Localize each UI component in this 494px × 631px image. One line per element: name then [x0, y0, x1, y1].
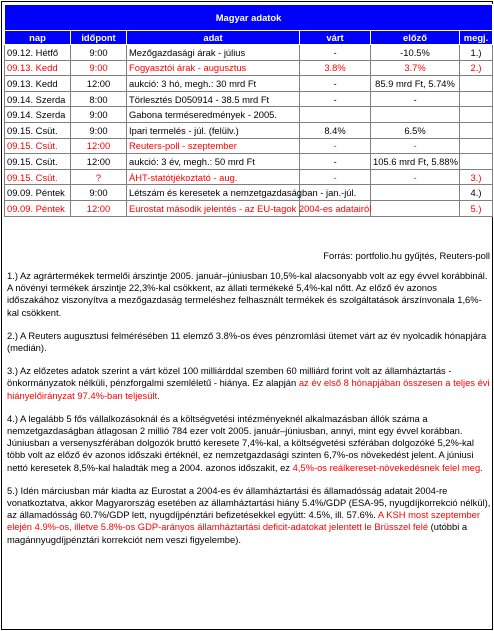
- note-3: [7, 365, 491, 402]
- cell-nap: 09.15. Csüt.: [5, 154, 71, 170]
- cell-adat: Eurostat második jelentés - az EU-tagok 2004-es adatairól: [127, 200, 300, 216]
- cell-idopont: 12:00: [71, 200, 127, 216]
- cell-adat: Létszám és keresetek a nemzetgazdaságban - jan.-júl.: [127, 185, 300, 201]
- cell-idopont: 12:00: [71, 154, 127, 170]
- cell-adat: aukció: 3 év, megh.: 50 mrd Ft: [127, 154, 300, 170]
- cell-adat: Törlesztés D050914 - 38.5 mrd Ft: [127, 91, 300, 107]
- cell-adat: Ipari termelés - júl. (felülv.): [127, 122, 300, 138]
- cell-idopont: 9:00: [71, 107, 127, 123]
- cell-megj: 1.): [460, 45, 493, 61]
- cell-nap: 09.15. Csüt.: [5, 169, 71, 185]
- cell-megj: [460, 91, 493, 107]
- cell-elozo: -: [371, 138, 460, 154]
- header-elozo: előző: [371, 31, 460, 45]
- cell-elozo: 105.6 mrd Ft, 5.88%: [371, 154, 460, 170]
- table-row: [5, 154, 493, 170]
- cell-adat: Mezőgazdasági árak - július: [127, 45, 300, 61]
- cell-idopont: 8:00: [71, 91, 127, 107]
- cell-megj: [460, 107, 493, 123]
- cell-vart: -: [300, 91, 371, 107]
- note-5-tail: (utóbbi a magánnyugdíjpénztári korrekciót nem veszi figyelembe).: [7, 521, 468, 545]
- cell-vart: -: [300, 76, 371, 92]
- cell-idopont: 9:00: [71, 122, 127, 138]
- cell-elozo: [371, 107, 460, 123]
- header-vart: várt: [300, 31, 371, 45]
- cell-elozo: -: [371, 91, 460, 107]
- cell-megj: [460, 138, 493, 154]
- cell-elozo: 85.9 mrd Ft, 5.74%: [371, 76, 460, 92]
- note-5-text: 5.) Idén márciusban már kiadta az Eurostat a 2004-es év államháztartási és államadósság adatait 2004-re vonatkoztatva, akkor Magyarország esetében az államháztartási hiány 5.4%/GDP (ESA-95, nyugdíjkorrekció nélkül), az államadósság 60.7%/GDP lett, nyugdíjpénztári befizetésekkel együtt: 4.5%, ill. 57.6%.: [7, 484, 491, 521]
- table-body: [5, 45, 493, 217]
- table-row: [5, 200, 493, 216]
- cell-elozo: -10.5%: [371, 45, 460, 61]
- cell-megj: [460, 76, 493, 92]
- cell-elozo: -: [371, 169, 460, 185]
- cell-megj: 2.): [460, 60, 493, 76]
- cell-adat: aukció: 3 hó, megh.: 30 mrd Ft: [127, 76, 300, 92]
- source-note: Forrás: portfolio.hu gyűjtés, Reuters-poll: [323, 250, 490, 261]
- cell-adat: Reuters-poll - szeptember: [127, 138, 300, 154]
- cell-nap: 09.09. Péntek: [5, 200, 71, 216]
- cell-idopont: 12:00: [71, 76, 127, 92]
- cell-nap: 09.14. Szerda: [5, 91, 71, 107]
- cell-vart: -: [300, 154, 371, 170]
- note-4: [7, 413, 491, 474]
- cell-adat: Fogyasztói árak - augusztus: [127, 60, 300, 76]
- header-idopont: időpont: [71, 31, 127, 45]
- table-header-row: [5, 31, 493, 45]
- table-title: Magyar adatok: [5, 5, 493, 31]
- cell-idopont: 12:00: [71, 138, 127, 154]
- cell-idopont: 9:00: [71, 60, 127, 76]
- header-megj: megj.: [460, 31, 493, 45]
- cell-nap: 09.15. Csüt.: [5, 122, 71, 138]
- cell-idopont: ?: [71, 169, 127, 185]
- table-row: [5, 76, 493, 92]
- cell-megj: 3.): [460, 169, 493, 185]
- cell-nap: 09.14. Szerda: [5, 107, 71, 123]
- cell-vart: -: [300, 138, 371, 154]
- cell-elozo: 3.7%: [371, 60, 460, 76]
- cell-idopont: 9:00: [71, 45, 127, 61]
- table-row: [5, 185, 493, 201]
- cell-vart: -: [300, 45, 371, 61]
- note-4-text: 4.) A legalább 5 fős vállalkozásoknál és a költségvetési intézményeknél alkalmazásban állók száma a nemzetgazdaságban átlagosan 2 millió 784 ezer volt 2005. január–júniusban, annyi, mint egy évvel korábban. Júniusban a versenyszférában dolgozók bruttó keresete 7,4%-kal, a költségvetési szférában dolgozóké 5,2%-kal több volt az előző év azonos időszaki értéknél, ez nemzetgazdasági szinten 6,7%-os növekedést jelent. A júniusi nettó keresetek 8,5%-kal haladták meg a 2004. azonos időszakit, ez: [7, 412, 474, 473]
- cell-adat: ÁHT-statótjékoztató - aug.: [127, 169, 300, 185]
- cell-elozo: 6.5%: [371, 122, 460, 138]
- cell-idopont: 9:00: [71, 185, 127, 201]
- cell-vart: 8.4%: [300, 122, 371, 138]
- table-row: [5, 45, 493, 61]
- cell-vart: -: [300, 169, 371, 185]
- note-3-highlight: az év első 8 hónapjában összesen a teljes évi hiányelőirányzat 97.4%-ban teljesült.: [7, 377, 490, 401]
- note-3-text: 3.) Az előzetes adatok szerint a várt közel 100 milliárddal szemben 60 milliárd forint volt az államháztartás - önkormányzatok nélküli, pénzforgalmi szemléletű - hiánya. Ez alapján: [7, 365, 452, 389]
- notes-section: [7, 270, 491, 557]
- cell-megj: [460, 122, 493, 138]
- table-row: [5, 91, 493, 107]
- header-nap: nap: [5, 31, 71, 45]
- cell-megj: 4.): [460, 185, 493, 201]
- data-table: [4, 4, 493, 217]
- table-row: [5, 169, 493, 185]
- cell-vart: 3.8%: [300, 60, 371, 76]
- note-5: [7, 485, 491, 546]
- cell-nap: 09.13. Kedd: [5, 60, 71, 76]
- table-row: [5, 60, 493, 76]
- cell-nap: 09.13. Kedd: [5, 76, 71, 92]
- note-2: 2.) A Reuters augusztusi felmérésében 11 elemző 3.8%-os éves pénzromlási ütemet várt az év nyolcadik hónapjára (medián).: [7, 329, 487, 354]
- cell-nap: 09.12. Hétfő: [5, 45, 71, 61]
- note-1: 1.) Az agrártermékek termelői árszintje 2005. január–júniusban 10,5%-kal alacsonyabb volt az egy évvel korábbinál. A növényi termékek árszintje 22,3%-kal csökkent, az állati termékeké 5,4%-kal nőtt. Az előző év azonos időszakához viszonyítva a mezőgazdaság termeléshez felhasznált termékek és szolgáltatások árszínvonala 1,6%-kal csökkent.: [7, 270, 488, 318]
- table-row: [5, 107, 493, 123]
- cell-vart: [300, 107, 371, 123]
- cell-adat: Gabona terméseredmények - 2005.: [127, 107, 300, 123]
- cell-elozo: [371, 200, 460, 216]
- header-adat: adat: [127, 31, 300, 45]
- table-row: [5, 138, 493, 154]
- cell-nap: 09.09. Péntek: [5, 185, 71, 201]
- cell-elozo: [371, 185, 460, 201]
- cell-megj: 5.): [460, 200, 493, 216]
- table-title-row: [5, 5, 493, 31]
- cell-nap: 09.15. Csüt.: [5, 138, 71, 154]
- page-frame: [1, 1, 493, 630]
- cell-megj: [460, 154, 493, 170]
- note-4-highlight: 4,5%-os reálkereset-növekedésnek felel meg.: [292, 461, 483, 473]
- table-row: [5, 122, 493, 138]
- note-5-highlight: A KSH most szeptember elején 4.9%-os, illetve 5.8%-os GDP-arányos államháztartási deficit-adatokat jelentett le Brüsszel felé: [7, 509, 480, 533]
